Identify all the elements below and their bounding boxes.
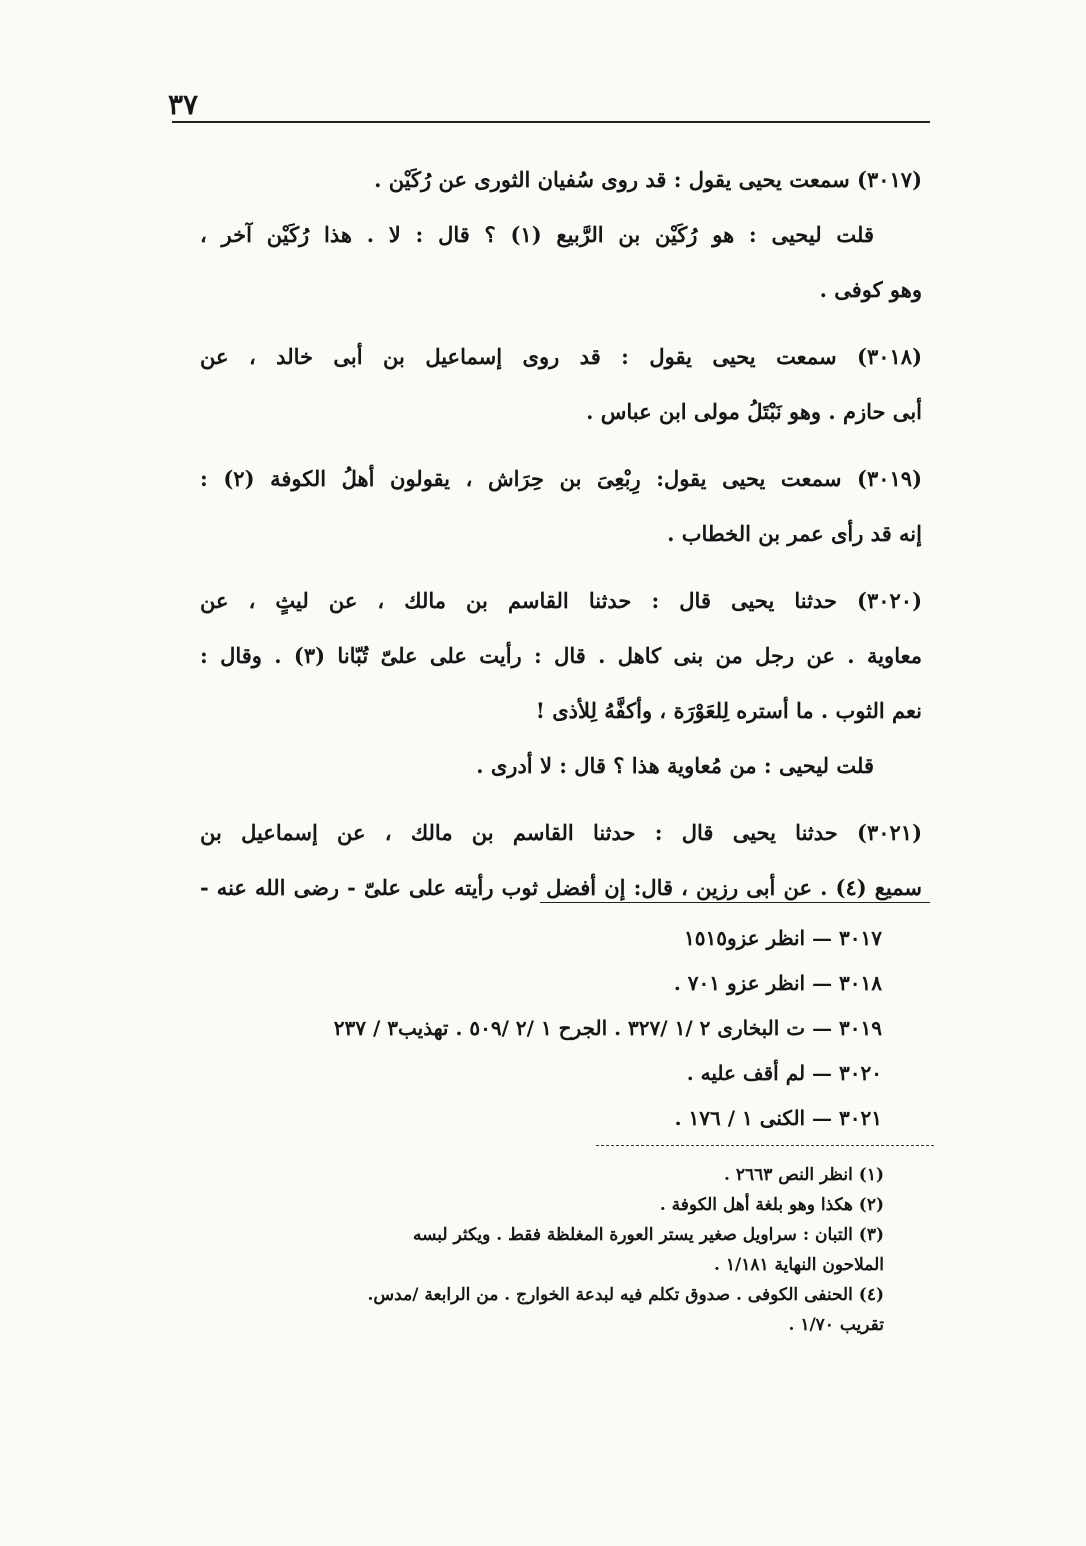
text-line: نعم الثوب . ما أستره لِلعَوْرَة ، وأكفَّهُ لِلأذى ! xyxy=(535,698,922,723)
page-number: ٣٧ xyxy=(168,88,199,121)
references-list xyxy=(333,916,882,1141)
footnote: (٤) الحنفى الكوفى . صدوق تكلم فيه لبدعة الخوارج . من الرابعة /مدس. xyxy=(367,1285,884,1305)
footnote-continuation: تقريب ١/٧٠ . xyxy=(788,1315,884,1335)
text-line: إنه قد رأى عمر بن الخطاب . xyxy=(667,521,922,546)
references-rule xyxy=(540,902,930,903)
main-text xyxy=(200,152,922,915)
footnote: (٣) التبان : سراويل صغير يستر العورة المغلظة فقط . ويكثر لبسه xyxy=(413,1225,884,1245)
footnote: (١) انظر النص ٢٦٦٣ . xyxy=(723,1165,884,1185)
reference-item: ٣٠٢٠ — لم أقف عليه . xyxy=(686,1061,882,1085)
reference-item: ٣٠١٩ — ت البخارى ٢ /١ /٣٢٧ . الجرح ١ /٢ /٥٠٩ . تهذيب٣ / ٢٣٧ xyxy=(333,1016,882,1040)
text-line: (٣٠١٩) سمعت يحيى يقول: رِبْعِىَ بن حِرَاش ، يقولون أهلُ الكوفة (٢) : xyxy=(200,466,923,491)
text-line: قلت ليحيى : هو رُكَيْن بن الرَّبيع (١) ؟ قال : لا . هذا رُكَيْن آخر ، xyxy=(200,222,874,247)
text-line: (٣٠١٧) سمعت يحيى يقول : قد روى سُفيان الثورى عن رُكَيْن . xyxy=(374,167,922,192)
text-line: سميع (٤) . عن أبى رزين ، قال: إن أفضل ثوب رأيته على علىّ - رضى الله عنه - xyxy=(200,875,922,900)
reference-item: ٣٠٢١ — الكنى ١ / ١٧٦ . xyxy=(674,1106,882,1130)
reference-item: ٣٠١٨ — انظر عزو ٧٠١ . xyxy=(673,971,882,995)
footnotes xyxy=(186,1160,884,1340)
text-line: أبى حازم . وهو نَبْتَلُ مولى ابن عباس . xyxy=(586,399,922,424)
text-line: (٣٠٢١) حدثنا يحيى قال : حدثنا القاسم بن مالك ، عن إسماعيل بن xyxy=(200,820,922,845)
text-line: (٣٠١٨) سمعت يحيى يقول : قد روى إسماعيل بن أبى خالد ، عن xyxy=(200,344,922,369)
text-line: (٣٠٢٠) حدثنا يحيى قال : حدثنا القاسم بن مالك ، عن ليثٍ ، عن xyxy=(200,588,922,613)
header-rule xyxy=(172,121,930,123)
text-line: معاوية . عن رجل من بنى كاهل . قال : رأيت على علىّ تُبّانا (٣) . وقال : xyxy=(200,643,922,668)
footnote: (٢) هكذا وهو بلغة أهل الكوفة . xyxy=(659,1195,884,1215)
text-line: قلت ليحيى : من مُعاوية هذا ؟ قال : لا أدرى . xyxy=(476,753,874,778)
text-line: وهو كوفى . xyxy=(819,277,922,302)
footnotes-rule xyxy=(596,1145,934,1146)
reference-item: ٣٠١٧ — انظر عزو١٥١٥ xyxy=(683,926,882,950)
footnote-continuation: الملاحون النهاية ١/١٨١ . xyxy=(714,1255,884,1275)
